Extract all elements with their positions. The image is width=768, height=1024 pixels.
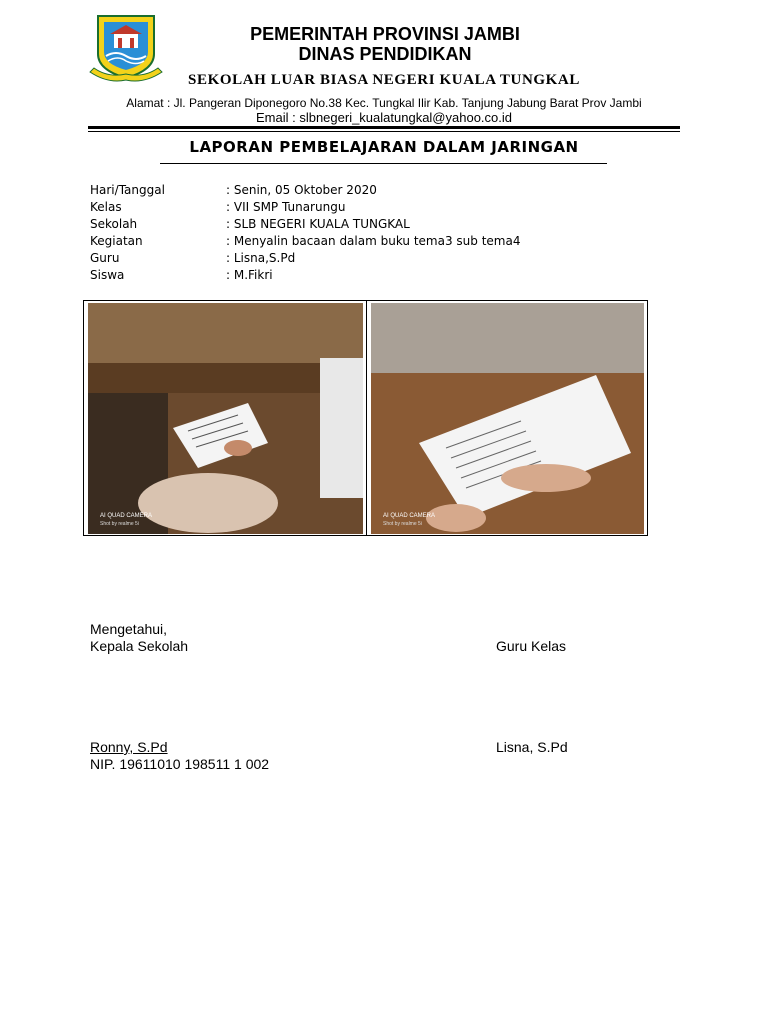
info-value: : Lisna,S.Pd: [226, 251, 296, 265]
info-row-date: [90, 183, 610, 200]
info-row-activity: [90, 234, 610, 251]
letterhead-line1: PEMERINTAH PROVINSI JAMBI: [250, 24, 520, 44]
info-value: : Menyalin bacaan dalam buku tema3 sub tema4: [226, 234, 521, 248]
info-label: Kegiatan: [90, 234, 143, 248]
info-row-student: [90, 268, 610, 285]
info-value: : M.Fikri: [226, 268, 273, 282]
photo-divider: [366, 301, 367, 535]
jambi-province-emblem: [88, 14, 164, 86]
activity-photos: [83, 300, 648, 536]
school-address: Alamat : Jl. Pangeran Diponegoro No.38 Kec. Tungkal Ilir Kab. Tanjung Jabung Barat Prov Jambi: [126, 96, 642, 110]
photo-watermark: AI QUAD CAMERA: [100, 513, 153, 519]
principal-name: Ronny, S.Pd: [90, 739, 168, 755]
info-label: Guru: [90, 251, 120, 265]
letterhead-divider-thick: [88, 126, 680, 129]
acknowledged-label: Mengetahui,: [90, 621, 168, 637]
info-row-school: [90, 217, 610, 234]
photo-watermark: AI QUAD CAMERA: [383, 513, 436, 519]
photo-watermark: Shot by realme 5i: [383, 521, 422, 527]
school-name: SEKOLAH LUAR BIASA NEGERI KUALA TUNGKAL: [188, 72, 580, 88]
teacher-role: Guru Kelas: [496, 638, 567, 654]
principal-nip: NIP. 19611010 198511 1 002: [90, 756, 270, 772]
info-label: Hari/Tanggal: [90, 183, 165, 197]
teacher-name: Lisna, S.Pd: [496, 739, 568, 755]
photo-watermark: Shot by realme 5i: [100, 521, 139, 527]
info-label: Sekolah: [90, 217, 138, 231]
info-row-teacher: [90, 251, 610, 268]
info-value: : SLB NEGERI KUALA TUNGKAL: [226, 217, 410, 231]
info-label: Kelas: [90, 200, 122, 214]
info-label: Siswa: [90, 268, 125, 282]
info-row-class: [90, 200, 610, 217]
report-title: LAPORAN PEMBELAJARAN DALAM JARINGAN: [189, 138, 579, 156]
school-email: Email : slbnegeri_kualatungkal@yahoo.co.id: [255, 110, 512, 125]
letterhead-divider-thin: [88, 131, 680, 132]
activity-photo-1: [88, 303, 363, 534]
principal-role: Kepala Sekolah: [90, 638, 189, 654]
report-title-underline: [160, 163, 607, 164]
letterhead-line2: DINAS PENDIDIKAN: [298, 44, 472, 64]
info-value: : VII SMP Tunarungu: [226, 200, 346, 214]
info-value: : Senin, 05 Oktober 2020: [226, 183, 377, 197]
activity-photo-2: [371, 303, 644, 534]
